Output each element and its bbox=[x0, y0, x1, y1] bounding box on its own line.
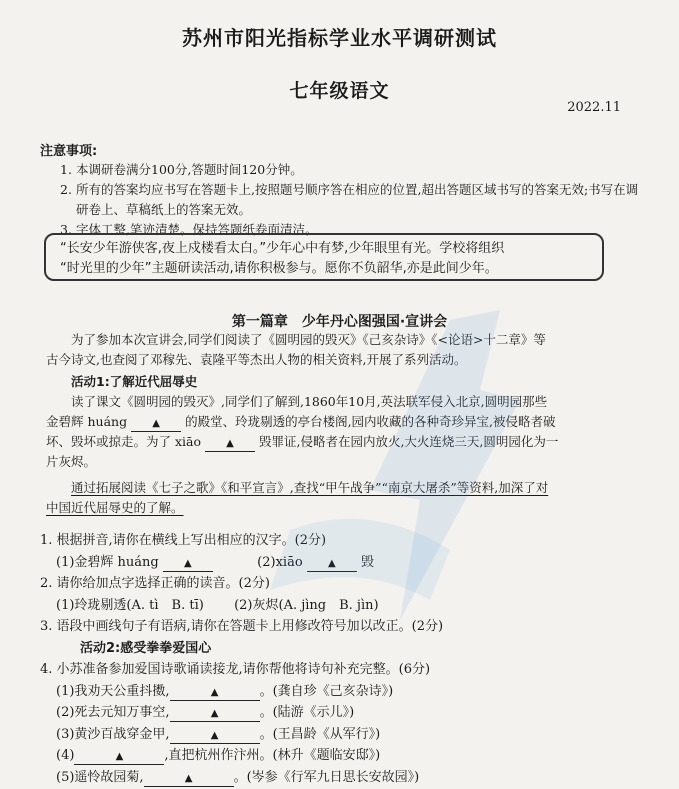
activity2-heading: 活动2:感受拳拳爱国心 bbox=[80, 640, 212, 656]
poem-pre: (5)遥怜故园菊, bbox=[56, 769, 144, 785]
answer-blank bbox=[307, 555, 357, 572]
notice-text: 所有的答案均应书写在答题卡上,按照题号顺序答在相应的位置,超出答题区域书写的答案无效;书写在调研卷上、草稿纸上的答案无效。 bbox=[76, 182, 639, 217]
underlined-text: 中国近代屈辱史的了解。 bbox=[46, 500, 184, 515]
question-3: 3. 语段中画线句子有语病,请你在答题卡上用修改符号加以改正。(2分) bbox=[40, 619, 444, 634]
q1-part-2-tail: 毁 bbox=[360, 554, 374, 570]
question-4: 4. 小苏准备参加爱国诗歌诵读接龙,请你帮他将诗句补充完整。(6分) bbox=[40, 662, 431, 677]
answer-blank bbox=[170, 727, 260, 744]
answer-blank bbox=[205, 434, 255, 452]
answer-blank bbox=[170, 705, 260, 722]
notice-num: 2. bbox=[60, 182, 72, 197]
poem-post: 。(龚自珍《己亥杂诗》) bbox=[259, 683, 394, 699]
poem-line bbox=[40, 767, 620, 789]
passage-text: 毁罪证,侵略者在园内放火,大火连烧三天,圆明园化为一 bbox=[258, 434, 559, 449]
notice-text: 本调研卷满分100分,答题时间120分钟。 bbox=[76, 162, 303, 177]
poem-post: 。(陆游《示儿》) bbox=[259, 705, 355, 720]
notice-list bbox=[60, 160, 650, 240]
answer-blank bbox=[170, 684, 260, 701]
question-2-parts bbox=[40, 595, 620, 617]
underlined-sentence bbox=[46, 498, 626, 518]
notice-num: 3. bbox=[60, 222, 72, 237]
passage-text: 金碧辉 huáng bbox=[46, 414, 128, 429]
poem-pre: (1)我劝天公重抖擞, bbox=[56, 683, 170, 699]
passage-line: 片灰烬。 bbox=[46, 454, 97, 469]
intro-paragraph bbox=[46, 330, 626, 370]
questions-section bbox=[40, 530, 620, 788]
triangle-icon: ▲ bbox=[184, 557, 192, 569]
poem-pre: (2)死去元知万事空, bbox=[56, 705, 170, 720]
notice-num: 1. bbox=[60, 162, 72, 177]
poem-pre: (3)黄沙百战穿金甲, bbox=[56, 726, 170, 742]
q1-part-2: (2)xiāo bbox=[257, 554, 303, 570]
exam-date: 2022.11 bbox=[567, 100, 621, 115]
chapter-title: 第一篇章 少年丹心图强国·宣讲会 bbox=[231, 314, 448, 330]
notice-item bbox=[60, 160, 650, 180]
poem-pre: (4) bbox=[56, 748, 75, 763]
poem-line bbox=[40, 745, 620, 767]
triangle-icon: ▲ bbox=[226, 438, 234, 449]
question-1: 1. 根据拼音,请你在横线上写出相应的汉字。(2分) bbox=[40, 533, 327, 548]
passage-text: 的殿堂、玲珑剔透的亭台楼阁,园内收藏的各种奇珍异宝,被侵略者破 bbox=[185, 414, 556, 429]
underlined-text: 通过拓展阅读《七子之歌》《和平宣言》,查找“甲午战争”“南京大屠杀”等资料,加深了对 bbox=[71, 480, 549, 495]
quote-line: “长安少年游侠客,夜上戍楼看太白。”少年心中有梦,少年眼里有光。学校将组织 bbox=[60, 241, 505, 256]
question-1-parts bbox=[40, 552, 620, 574]
passage-line bbox=[46, 432, 626, 452]
answer-blank bbox=[131, 414, 181, 432]
triangle-icon: ▲ bbox=[115, 751, 124, 762]
triangle-icon: ▲ bbox=[152, 418, 160, 429]
underlined-sentence bbox=[46, 478, 626, 498]
quote-line: “时光里的少年”主题研读活动,请你积极参与。愿你不负韶华,亦是此间少年。 bbox=[60, 261, 498, 276]
triangle-icon: ▲ bbox=[210, 729, 219, 741]
poem-line bbox=[40, 702, 620, 724]
passage-line bbox=[46, 412, 626, 432]
q2-part-2: (2)灰烬(A. jìng B. jìn) bbox=[234, 597, 379, 613]
triangle-icon: ▲ bbox=[210, 686, 219, 698]
q1-part-1: (1)金碧辉 huáng bbox=[56, 554, 159, 570]
passage-text: 坏、毁坏或掠走。为了 xiāo bbox=[46, 434, 201, 449]
exam-subtitle: 七年级语文 bbox=[289, 80, 390, 102]
quote-box bbox=[44, 233, 604, 281]
exam-title: 苏州市阳光指标学业水平调研测试 bbox=[182, 26, 497, 50]
answer-blank bbox=[163, 555, 213, 572]
poem-post: ,直把杭州作汴州。(林升《题临安邸》) bbox=[164, 748, 381, 763]
notice-text: 字体工整,笔迹清楚。保持答题纸卷面清洁。 bbox=[76, 222, 318, 237]
activity1-section bbox=[46, 372, 626, 518]
poem-post: 。(王昌龄《从军行》) bbox=[259, 726, 381, 742]
question-2: 2. 请你给加点字选择正确的读音。(2分) bbox=[40, 576, 270, 591]
poem-line bbox=[40, 681, 620, 703]
answer-blank bbox=[144, 770, 234, 787]
intro-line: 古今诗文,也查阅了邓稼先、袁隆平等杰出人物的相关资料,开展了系列活动。 bbox=[46, 352, 467, 367]
poem-post: 。(岑参《行军九日思长安故园》) bbox=[233, 769, 420, 785]
poem-line bbox=[40, 724, 620, 746]
q2-part-1: (1)玲珑剔透(A. tì B. tī) bbox=[56, 597, 204, 613]
triangle-icon: ▲ bbox=[184, 772, 193, 784]
passage-line: 读了课文《圆明园的毁灭》,同学们了解到,1860年10月,英法联军侵入北京,圆明园那些 bbox=[71, 394, 548, 409]
notice-item bbox=[60, 180, 650, 220]
triangle-icon: ▲ bbox=[210, 708, 219, 719]
activity1-heading: 活动1:了解近代屈辱史 bbox=[71, 374, 198, 389]
triangle-icon: ▲ bbox=[327, 557, 336, 569]
answer-blank bbox=[74, 748, 164, 765]
intro-line: 为了参加本次宣讲会,同学们阅读了《圆明园的毁灭》《己亥杂诗》《<论语>十二章》等 bbox=[71, 332, 546, 347]
notice-heading: 注意事项: bbox=[40, 144, 98, 159]
